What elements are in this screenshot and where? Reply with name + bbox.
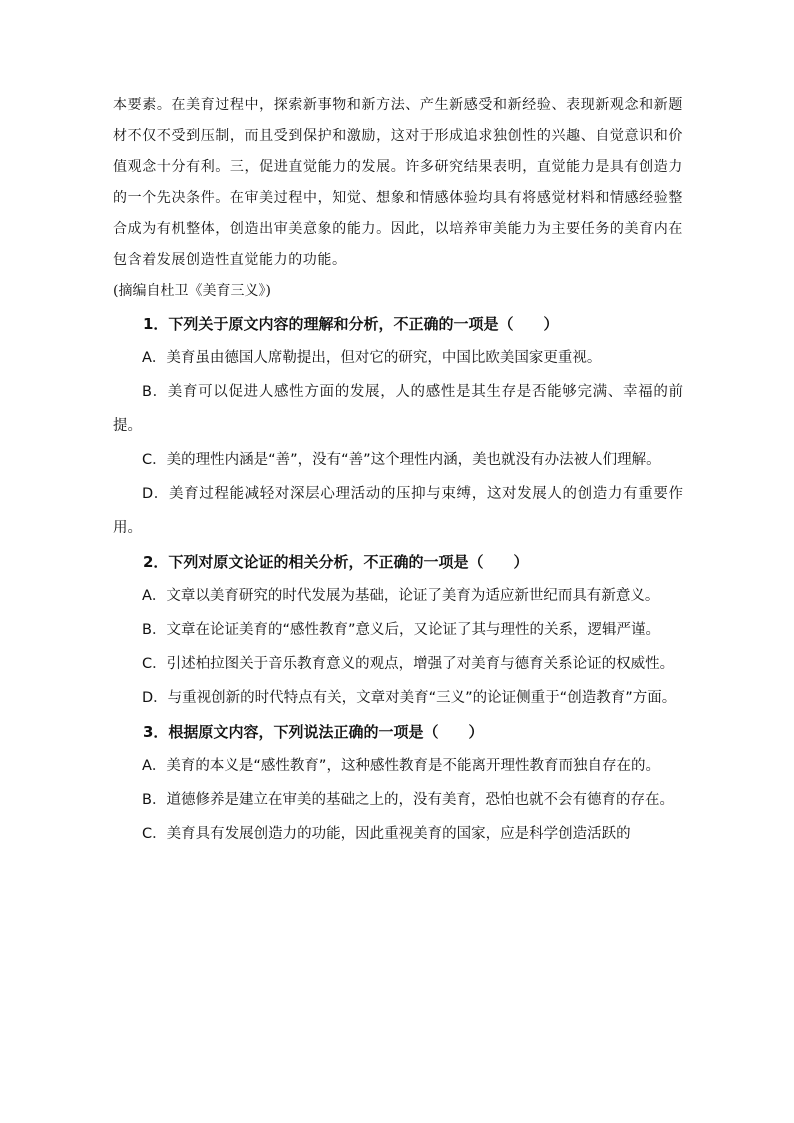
question-2-option-c: C．引述柏拉图关于音乐教育意义的观点，增强了对美育与德育关系论证的权威性。 [142,656,675,672]
question-3-option-c: C．美育具有发展创造力的功能，因此重视美育的国家，应是科学创造活跃的 [142,826,631,842]
question-1-option-c: C．美的理性内涵是“善”，没有“善”这个理性内涵，美也就没有办法被人们理解。 [142,452,661,468]
question-1-option-d: D．美育过程能减轻对深层心理活动的压抑与束缚，这对发展人的创造力有重要作用。 [113,486,683,536]
question-3-option-b: B．道德修养是建立在审美的基础之上的，没有美育，恐怕也就不会有德育的存在。 [142,792,674,808]
question-2-option-d: D．与重视创新的时代特点有关，文章对美育“三义”的论证侧重于“创造教育”方面。 [142,690,677,706]
passage-paragraph: 本要素。在美育过程中，探索新事物和新方法、产生新感受和新经验、表现新观念和新题材不仅不受到压制，而且受到保护和激励，这对于形成追求独创性的兴趣、自觉意识和价值观念十分有利。三，促进直觉能力的发展。许多研究结果表明，直觉能力是具有创造力的一个先决条件。在审美过程中，知觉、想象和情感体验均具有将感觉材料和情感经验整合成为有机整体，创造出审美意象的能力。因此，以培养审美能力为主要任务的美育内在包含着发展创造性直觉能力的功能。 [113,97,683,268]
question-2-stem: 2．下列对原文论证的相关分析，不正确的一项是（ ） [143,553,529,571]
question-3-option-a: A．美育的本义是“感性教育”，这种感性教育是不能离开理性教育而独自存在的。 [142,758,660,774]
question-1-stem: 1．下列关于原文内容的理解和分析，不正确的一项是（ ） [143,315,559,333]
question-2-option-b: B．文章在论证美育的“感性教育”意义后，又论证了其与理性的关系，逻辑严谨。 [142,622,660,638]
question-2-option-a: A．文章以美育研究的时代发展为基础，论证了美育为适应新世纪而具有新意义。 [142,588,660,604]
passage-citation: (摘编自杜卫《美育三义》) [113,283,271,299]
document-page [113,90,683,851]
question-3-stem: 3．根据原文内容，下列说法正确的一项是（ ） [143,723,484,741]
question-1-option-a: A．美育虽由德国人席勒提出，但对它的研究，中国比欧美国家更重视。 [142,350,602,366]
question-1-option-b: B．美育可以促进人感性方面的发展，人的感性是其生存是否能够完满、幸福的前提。 [113,384,683,434]
